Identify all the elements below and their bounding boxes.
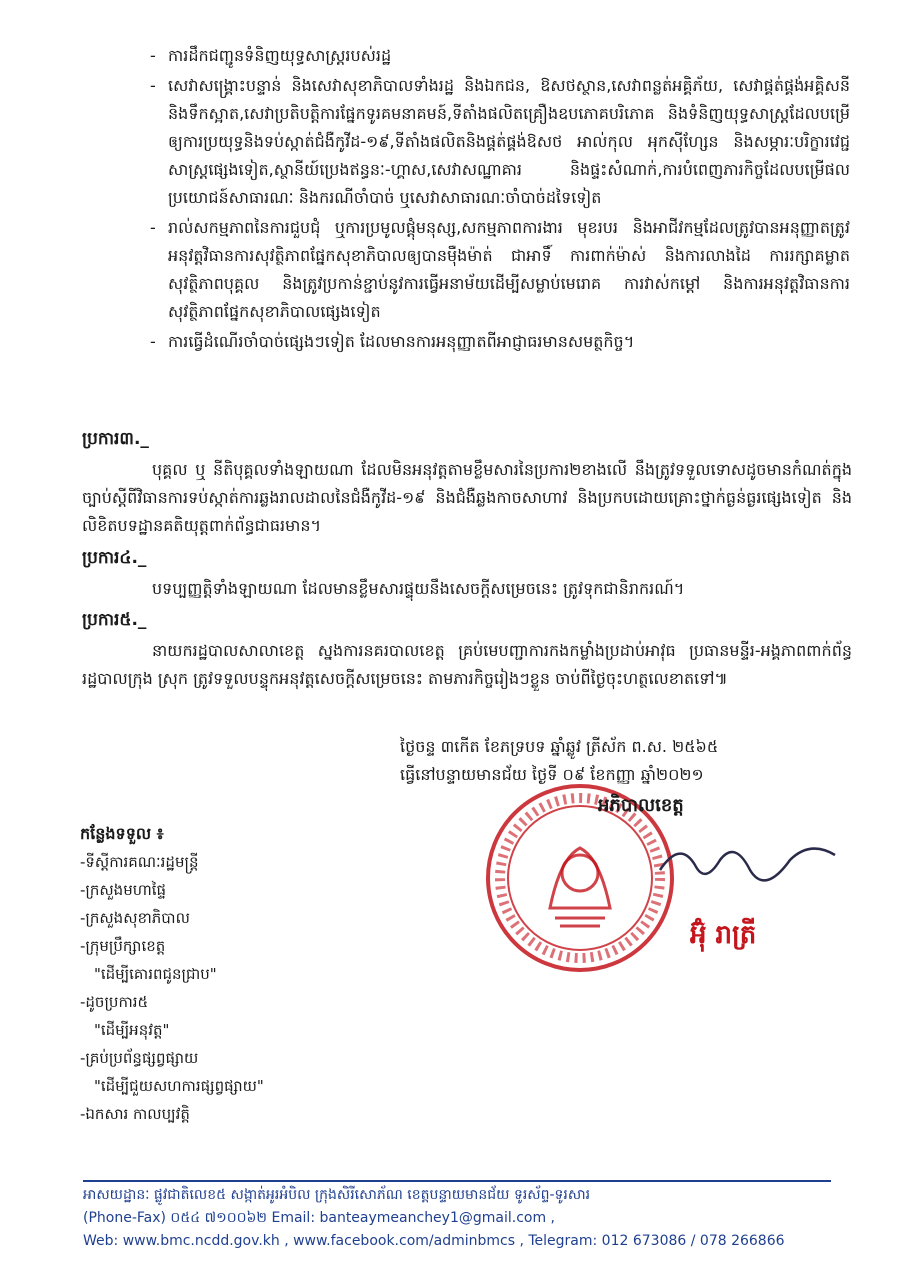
list-item: -ឯកសារ កាលប្បវត្តិ <box>80 1105 190 1123</box>
article-2-bullet-list <box>150 42 850 358</box>
article-body: បទប្បញ្ញត្តិទាំងឡាយណា ដែលមានខ្លឹមសារផ្ទុយនឹងសេចក្តីសម្រេចនេះ ត្រូវទុកជានិរាករណ៍។ <box>152 579 685 598</box>
signatory-title: អភិបាលខេត្ត <box>598 795 684 816</box>
footer-phone-email: (Phone-Fax) ០៥៤ ៧១០០៦២ Email: banteaymeanchey1@gmail.com , <box>83 1210 556 1226</box>
article-title: ប្រការ៣._ <box>82 429 149 449</box>
article-title: ប្រការ៤._ <box>82 548 147 568</box>
list-item: -ក្រុមប្រឹក្សាខេត្ត <box>80 937 166 955</box>
list-item: "ដើម្បីជួយសហការផ្សព្វផ្សាយ" <box>94 1077 264 1095</box>
solar-date: ធ្វើនៅបន្ទាយមានជ័យ ថ្ងៃទី ០៩ ខែកញ្ញា ឆ្នាំ២០២១ <box>400 765 704 784</box>
list-item: "ដើម្បីគោរពជូនជ្រាប" <box>94 965 217 983</box>
footer-divider <box>83 1180 831 1182</box>
article-5 <box>82 607 852 693</box>
footer-web: Web: www.bmc.ncdd.gov.kh , www.facebook.com/adminbmcs , Telegram: 012 673086 / 078 266866 <box>83 1233 785 1249</box>
article-body: នាយករដ្ឋបាលសាលាខេត្ត ស្នងការនគរបាលខេត្ត គ្រប់មេបញ្ជាការកងកម្លាំងប្រដាប់អាវុធ ប្រធានមន្ទីរ-អង្គភាពពាក់ព័ន្ធ រដ្ឋបាលក្រុង ស្រុក ត្រូវទទួលបន្ទុកអនុវត្តសេចក្តីសម្រេចនេះ តាមភារកិច្ចរៀងៗខ្លួន ចាប់ពីថ្ងៃចុះហត្ថលេខាតទៅ៕ <box>82 641 852 688</box>
list-item: -គ្រប់ប្រព័ន្ធផ្សព្វផ្សាយ <box>80 1049 199 1067</box>
recipients-title: កន្លែងទទួល ៖ <box>80 824 164 843</box>
lunar-date: ថ្ងៃចន្ទ ៣កើត ខែភទ្របទ ឆ្នាំឆ្លូវ ត្រីស័ក ព.ស. ២៥៦៥ <box>400 737 719 756</box>
article-4 <box>82 545 852 603</box>
article-3 <box>82 426 852 540</box>
list-item: - រាល់សកម្មភាពនៃការជួបជុំ ឬការប្រមូលផ្តុំមនុស្ស,សកម្មភាពការងារ មុខរបរ និងអាជីវកម្មដែលត្រូវបានអនុញ្ញាតត្រូវអនុវត្តវិធានការសុវត្ថិភាពផ្នែកសុខាភិបាលឲ្យបានម៉ឺងម៉ាត់ ជាអាទិ៍ ការពាក់ម៉ាស់ និងការលាងដៃ ការរក្សាគម្លាតសុវត្ថិភាពបុគ្គល និងត្រូវប្រកាន់ខ្ជាប់នូវការធ្វើអនាម័យដើម្បីសម្លាប់មេរោគ ការវាស់កម្តៅ និងការអនុវត្តវិធានការសុវត្ថិភាពផ្នែកសុខាភិបាលផ្សេងទៀត <box>150 214 850 326</box>
recipients-block <box>80 820 460 1128</box>
list-item: -ក្រសួងសុខាភិបាល <box>80 909 190 927</box>
list-item: -ទីស្តីការគណៈរដ្ឋមន្ត្រី <box>80 853 199 871</box>
signatory-name: អ៊ុំ រាត្រី <box>690 920 757 950</box>
list-item: - សេវាសង្គ្រោះបន្ទាន់ និងសេវាសុខាភិបាលទាំងរដ្ឋ និងឯកជន, ឱសថស្ថាន,សេវាពន្លត់អគ្គិភ័យ, សេវាផ្គត់ផ្គង់អគ្គិសនី និងទឹកស្អាត,សេវាប្រតិបត្តិការផ្នែកទូរគមនាគមន៍,ទីតាំងផលិតគ្រឿងឧបភោគបរិភោគ និងទំនិញយុទ្ធសាស្ត្រដែលបម្រើឲ្យការប្រយុទ្ធនិងទប់ស្កាត់ជំងឺកូវីដ-១៩,ទីតាំងផលិតនិងផ្គត់ផ្គង់ឱសថ អាល់កុល អុកស៊ីហ្សែន និងសម្ភារៈបរិក្ខារវេជ្ជសាស្ត្រផ្សេងទៀត,ស្ថានីយ៍ប្រេងឥន្ធនៈ-ហ្គាស,សេវាសណ្ឋាគារ និងផ្ទះសំណាក់,ការបំពេញភារកិច្ចដែលបម្រើផលប្រយោជន៍សាធារណៈ និងករណីចាំបាច់ ឬសេវាសាធារណៈចាំបាច់ដទៃទៀត <box>150 72 850 212</box>
article-body: បុគ្គល ឬ នីតិបុគ្គលទាំងឡាយណា ដែលមិនអនុវត្តតាមខ្លឹមសារនៃប្រការ២ខាងលើ នឹងត្រូវទទួលទោសដូចមានកំណត់ក្នុងច្បាប់ស្តីពីវិធានការទប់ស្កាត់ការឆ្លងរាលដាលនៃជំងឺកូវីដ-១៩ និងជំងឺឆ្លងកាចសាហាវ និងប្រកបដោយគ្រោះថ្នាក់ធ្ងន់ធ្ងរផ្សេងទៀត និងលិខិតបទដ្ឋានគតិយុត្តពាក់ព័ន្ធជាធរមាន។ <box>82 460 852 535</box>
footer-address: អាសយដ្ឋានៈ ផ្លូវជាតិលេខ៥ សង្កាត់អូរអំបិល ក្រុងសិរីសោភ័ណ ខេត្តបន្ទាយមានជ័យ ទូរស័ព្ទ-ទូរសារ <box>83 1187 591 1203</box>
list-item: "ដើម្បីអនុវត្ត" <box>94 1021 170 1039</box>
handwritten-signature-icon <box>650 830 840 900</box>
footer <box>83 1184 843 1253</box>
list-item: - ការធ្វើដំណើរចាំបាច់ផ្សេងៗទៀត ដែលមានការអនុញ្ញាតពីអាជ្ញាធរមានសមត្ថកិច្ច។ <box>150 328 850 356</box>
list-item: - ការដឹកជញ្ជូនទំនិញយុទ្ធសាស្ត្ររបស់រដ្ឋ <box>150 42 850 70</box>
article-title: ប្រការ៥._ <box>82 610 147 630</box>
list-item: -ក្រសួងមហាផ្ទៃ <box>80 881 167 899</box>
list-item: -ដូចប្រការ៥ <box>80 993 149 1011</box>
